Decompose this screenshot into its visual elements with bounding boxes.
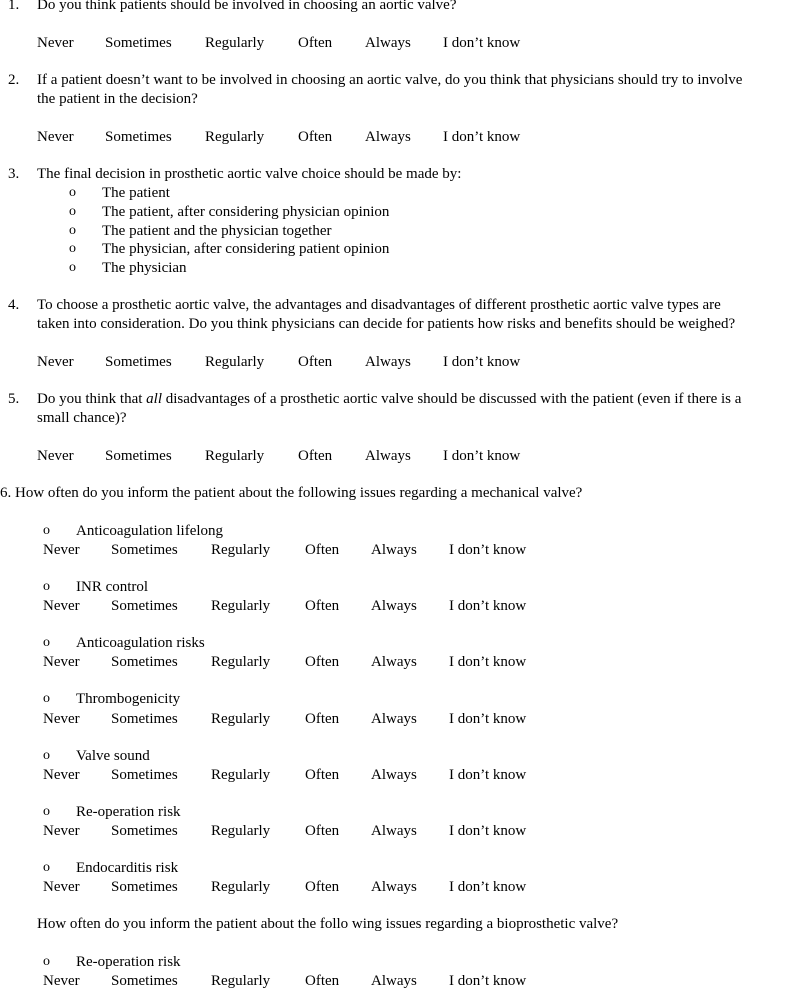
question-2-number: 2. [8,72,20,88]
scale-option-often[interactable]: Often [305,542,340,558]
question-3-text: The final decision in prosthetic aortic valve choice should be made by: [37,166,462,182]
scale-option-sometimes[interactable]: Sometimes [111,973,178,989]
question-4-text-line-1: To choose a prosthetic aortic valve, the advantages and disadvantages of different prosthetic aortic valve types are [37,297,721,313]
bullet-icon: o [69,260,76,275]
scale-option-always[interactable]: Always [371,767,417,783]
scale-option-always[interactable]: Always [365,35,411,51]
question-5-text-line-2: small chance)? [37,410,127,426]
scale-option-always[interactable]: Always [371,542,417,558]
scale-option-regularly[interactable]: Regularly [211,767,271,783]
scale-option-regularly[interactable]: Regularly [211,973,271,989]
scale-option-never[interactable]: Never [43,654,80,670]
scale-option-often[interactable]: Often [305,598,340,614]
scale-option-never[interactable]: Never [43,598,80,614]
bullet-icon: o [69,204,76,219]
bullet-icon: o [43,579,50,594]
scale-option-never[interactable]: Never [37,129,74,145]
scale-option-often[interactable]: Often [298,35,333,51]
scale-option-sometimes[interactable]: Sometimes [105,35,172,51]
question-5-text-post: disadvantages of a prosthetic aortic valve should be discussed with the patient (even if there is a [162,391,742,407]
scale-option-never[interactable]: Never [43,823,80,839]
scale-option-never[interactable]: Never [37,448,74,464]
question-4-number: 4. [8,297,20,313]
bullet-icon: o [43,691,50,706]
scale-option-sometimes[interactable]: Sometimes [111,711,178,727]
question-6-item-4-label: Thrombogenicity [76,691,181,707]
bullet-icon: o [43,954,50,969]
scale-option-regularly[interactable]: Regularly [205,35,265,51]
scale-option-dont-know[interactable]: I don’t know [449,711,527,727]
bullet-icon: o [43,804,50,819]
question-5-emphasis: all [146,391,163,407]
scale-option-often[interactable]: Often [298,129,333,145]
scale-option-always[interactable]: Always [371,973,417,989]
scale-option-often[interactable]: Often [305,711,340,727]
question-3-option-2[interactable]: The patient, after considering physician opinion [102,204,390,220]
question-1-text: Do you think patients should be involved in choosing an aortic valve? [37,0,457,13]
scale-option-regularly[interactable]: Regularly [205,129,265,145]
question-6-item-1-label: Anticoagulation lifelong [76,523,224,539]
question-6-item-6-label: Re-operation risk [76,804,181,820]
question-7-text: How often do you inform the patient about the follo wing issues regarding a bioprosthetic valve? [37,916,619,932]
question-1-number: 1. [8,0,20,13]
scale-option-always[interactable]: Always [365,129,411,145]
scale-option-never[interactable]: Never [43,767,80,783]
scale-option-dont-know[interactable]: I don’t know [449,879,527,895]
question-3-option-1[interactable]: The patient [102,185,170,201]
scale-option-regularly[interactable]: Regularly [211,598,271,614]
scale-option-often[interactable]: Often [305,767,340,783]
bullet-icon: o [43,635,50,650]
question-5-text-pre: Do you think that [37,391,147,407]
scale-option-sometimes[interactable]: Sometimes [111,654,178,670]
scale-option-always[interactable]: Always [365,448,411,464]
question-6-item-7-label: Endocarditis risk [76,860,179,876]
scale-option-often[interactable]: Often [305,654,340,670]
bullet-icon: o [43,748,50,763]
scale-option-sometimes[interactable]: Sometimes [105,129,172,145]
scale-option-always[interactable]: Always [371,879,417,895]
question-7-item-1-label: Re-operation risk [76,954,181,970]
scale-option-regularly[interactable]: Regularly [205,448,265,464]
scale-option-dont-know[interactable]: I don’t know [449,973,527,989]
question-5-text-line-1 [37,391,741,408]
scale-option-dont-know[interactable]: I don’t know [449,654,527,670]
scale-option-never[interactable]: Never [43,879,80,895]
question-6-item-5-label: Valve sound [76,748,150,764]
scale-option-sometimes[interactable]: Sometimes [111,879,178,895]
scale-option-dont-know[interactable]: I don’t know [449,823,527,839]
scale-option-never[interactable]: Never [43,711,80,727]
scale-option-always[interactable]: Always [365,354,411,370]
scale-option-never[interactable]: Never [43,542,80,558]
scale-option-dont-know[interactable]: I don’t know [449,767,527,783]
scale-option-regularly[interactable]: Regularly [211,654,271,670]
scale-option-never[interactable]: Never [43,973,80,989]
scale-option-often[interactable]: Often [298,354,333,370]
scale-option-dont-know[interactable]: I don’t know [449,542,527,558]
scale-option-dont-know[interactable]: I don’t know [449,598,527,614]
scale-option-regularly[interactable]: Regularly [211,711,271,727]
scale-option-sometimes[interactable]: Sometimes [111,542,178,558]
scale-option-always[interactable]: Always [371,711,417,727]
scale-option-sometimes[interactable]: Sometimes [105,448,172,464]
bullet-icon: o [43,523,50,538]
question-6-item-3-label: Anticoagulation risks [76,635,205,651]
question-3-option-3[interactable]: The patient and the physician together [102,223,332,239]
bullet-icon: o [69,223,76,238]
scale-option-sometimes[interactable]: Sometimes [111,767,178,783]
scale-option-often[interactable]: Often [305,973,340,989]
scale-option-dont-know[interactable]: I don’t know [443,35,521,51]
scale-option-regularly[interactable]: Regularly [211,879,271,895]
scale-option-sometimes[interactable]: Sometimes [111,598,178,614]
scale-option-often[interactable]: Often [305,879,340,895]
scale-option-often[interactable]: Often [298,448,333,464]
question-5-number: 5. [8,391,20,407]
question-3-option-4[interactable]: The physician, after considering patient opinion [102,241,390,257]
scale-option-regularly[interactable]: Regularly [211,823,271,839]
question-3-option-5[interactable]: The physician [102,260,187,276]
question-3-number: 3. [8,166,20,182]
question-2-text-line-1: If a patient doesn’t want to be involved in choosing an aortic valve, do you think that physicians should try to involve [37,72,743,88]
scale-option-never[interactable]: Never [37,35,74,51]
scale-option-regularly[interactable]: Regularly [205,354,265,370]
question-4-text-line-2: taken into consideration. Do you think physicians can decide for patients how risks and benefits should be weighed? [37,316,736,332]
question-6-item-2-label: INR control [76,579,149,595]
scale-option-sometimes[interactable]: Sometimes [111,823,178,839]
scale-option-always[interactable]: Always [371,823,417,839]
scale-option-always[interactable]: Always [371,598,417,614]
scale-option-sometimes[interactable]: Sometimes [105,354,172,370]
bullet-icon: o [69,241,76,256]
scale-option-always[interactable]: Always [371,654,417,670]
bullet-icon: o [69,185,76,200]
scale-option-never[interactable]: Never [37,354,74,370]
scale-option-often[interactable]: Often [305,823,340,839]
question-2-text-line-2: the patient in the decision? [37,91,198,107]
scale-option-dont-know[interactable]: I don’t know [443,448,521,464]
question-6-text: 6. How often do you inform the patient about the following issues regarding a mechanical valve? [0,485,583,501]
scale-option-regularly[interactable]: Regularly [211,542,271,558]
scale-option-dont-know[interactable]: I don’t know [443,129,521,145]
bullet-icon: o [43,860,50,875]
scale-option-dont-know[interactable]: I don’t know [443,354,521,370]
